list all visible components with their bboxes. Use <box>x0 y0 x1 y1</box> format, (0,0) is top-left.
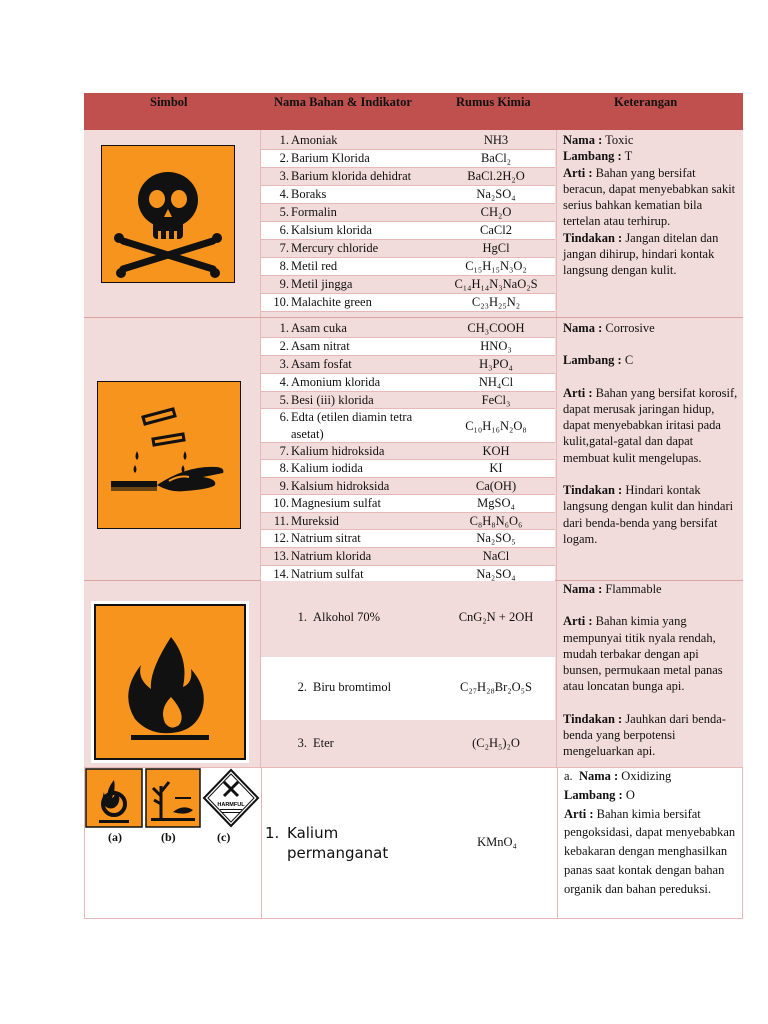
corrosive-arti: Bahan yang bersifat korosif, dapat merusak jaringan hidup, dapat menyebabkan iritasi pada kulit,gatal-gatal dan dapat membuat kulit mengelupas. <box>563 385 738 465</box>
oxidizing-formula: KMnO₄ <box>477 835 517 849</box>
corrosive-item: 14. Natrium sulfat Na₂SO₄ <box>261 566 555 584</box>
oxidizing-row <box>84 767 743 919</box>
flammable-nama: Flammable <box>605 582 662 596</box>
toxic-item: 10. Malachite green C₂₃H₂₅N₂ <box>261 294 555 312</box>
toxic-tindakan: Jangan ditelan dan jangan dihirup, hindari kontak langsung dengan kulit. <box>563 230 719 278</box>
toxic-item: 5. Formalin CH₂O <box>261 204 555 222</box>
header-formula: Rumus Kimia <box>456 95 531 109</box>
corrosive-item: 11. Mureksid C₈H₈N₆O₆ <box>261 513 555 530</box>
flame-over-circle-icon <box>85 768 143 828</box>
toxic-arti: Bahan yang bersifat beracun, dapat menyebabkan sakit serius bahkan kematian bila tertelan atau terhirup. <box>563 165 736 229</box>
corrosive-lambang: C <box>624 353 634 368</box>
corrosive-item: 6. Edta (etilen diamin tetra asetat) C₁₀H₁₆N₂O₈ <box>261 409 555 443</box>
oxidizing-symbol-b <box>145 768 201 828</box>
oxidizing-symbol-a <box>85 768 143 828</box>
flammable-row <box>84 581 743 768</box>
corrosive-symbol <box>97 381 241 529</box>
corrosive-item: 7. Kalium hidroksida KOH <box>261 443 555 460</box>
harmful-label: HARMFUL <box>217 802 245 808</box>
corrosive-nama: Corrosive <box>605 321 655 335</box>
toxic-symbol <box>101 145 235 283</box>
corrosive-row <box>84 318 743 581</box>
header-name: Nama Bahan & Indikator <box>274 95 412 109</box>
caption-b: (b) <box>161 830 176 844</box>
flammable-item-1: 1. Alkohol 70% CnG₂N + 2OH <box>297 610 534 624</box>
caption-c: (c) <box>217 830 231 844</box>
environment-hazard-icon <box>145 768 201 828</box>
flammable-item-2: 2. Biru bromtimol C₂₇H₂₈Br₂O₅S <box>297 680 532 694</box>
header-description: Keterangan <box>614 95 678 109</box>
corrosive-item: 5. Besi (iii) klorida FeCl₃ <box>261 392 555 409</box>
corrosive-item: 2. Asam nitrat HNO₃ <box>261 338 555 356</box>
corrosive-item: 9. Kalsium hidroksida Ca(OH) <box>261 478 555 495</box>
corrosive-item: 3. Asam fosfat H₃PO₄ <box>261 356 555 374</box>
oxidizing-symbol-c <box>202 768 260 828</box>
toxic-lambang: T <box>624 149 633 164</box>
corrosive-item: 1. Asam cuka CH₃COOH <box>261 320 555 338</box>
flammable-description: Nama : Flammable Arti : Bahan kimia yang mempunyai titik nyala rendah, mudah terbakar dengan api bunsen, permukaan metal panas atau loncatan bunga api. Tindakan : Jauhkan dari benda-benda yang berpotensi mengeluarkan api. <box>563 582 726 759</box>
toxic-item: 1. Amoniak NH3 <box>261 132 555 150</box>
corrosive-item: 13. Natrium klorida NaCl <box>261 548 555 566</box>
harmful-diamond-icon <box>202 768 260 828</box>
oxidizing-item: 1. Kalium permanganat <box>265 824 389 862</box>
caption-a: (a) <box>108 830 122 844</box>
flammable-arti: Bahan kimia yang mempunyai titik nyala rendah, mudah terbakar dengan api bunsen, permukaan metal panas atau loncatan bunga api. <box>563 614 723 694</box>
toxic-row <box>84 130 743 318</box>
flammable-item-3: 3. Eter (C₂H₅)₂O <box>297 736 520 750</box>
corrosive-tindakan: Hindari kontak langsung dengan kulit dan hindari dari benda-benda yang bersifat logam. <box>563 483 734 546</box>
flammable-symbol <box>91 601 249 763</box>
corrosive-item: 4. Amonium klorida NH₄Cl <box>261 374 555 392</box>
toxic-description: Nama : Toxic Lambang : T Arti : Bahan yang bersifat beracun, dapat menyebabkan sakit serius bahkan kematian bila tertelan atau terhirup. Tindakan : Jangan ditelan dan jangan dihirup, hindari kontak langsung dengan kulit. <box>563 133 736 278</box>
toxic-item: 7. Mercury chloride HgCl <box>261 240 555 258</box>
oxidizing-description: a. Nama : Oxidizing Lambang : O Arti : Bahan kimia bersifat pengoksidasi, dapat menyebabkan kebakaran dengan menghasilkan panas saat kontak dengan bahan organik dan bahan pereduksi. <box>564 769 736 896</box>
corrosive-description: Nama : Corrosive Lambang : C Arti : Bahan yang bersifat korosif, dapat merusak jaringan hidup, dapat menyebabkan iritasi pada kulit,gatal-gatal dan dapat membuat kulit mengelupas. Tindakan : Hindari kontak langsung dengan kulit dan hindari dari benda-benda yang bersifat logam. <box>563 321 738 546</box>
skull-crossbones-icon <box>101 145 235 283</box>
toxic-item: 9. Metil jingga C₁₄H₁₄N₃NaO₂S <box>261 276 555 294</box>
toxic-item: 2. Barium Klorida BaCl₂ <box>261 150 555 168</box>
hazard-table <box>84 93 744 919</box>
corrosive-item: 8. Kalium iodida KI <box>261 460 555 478</box>
oxidizing-nama: Oxidizing <box>621 769 672 783</box>
oxidizing-lambang: O <box>625 787 635 802</box>
flame-icon <box>91 601 249 763</box>
header-symbol: Simbol <box>150 95 188 109</box>
corrosive-icon <box>97 381 241 529</box>
toxic-nama: Toxic <box>605 133 634 147</box>
table-header <box>84 93 743 130</box>
toxic-item: 4. Boraks Na₂SO₄ <box>261 186 555 204</box>
corrosive-item: 10. Magnesium sulfat MgSO₄ <box>261 495 555 513</box>
flammable-tindakan: Jauhkan dari benda-benda yang berpotensi mengeluarkan api. <box>563 711 726 759</box>
toxic-item: 8. Metil red C₁₅H₁₅N₃O₂ <box>261 258 555 276</box>
toxic-item: 6. Kalsium klorida CaCl2 <box>261 222 555 240</box>
oxidizing-arti: Bahan kimia bersifat pengoksidasi, dapat menyebabkan kebakaran dengan menghasilkan panas saat kontak dengan bahan organik dan bahan pereduksi. <box>564 806 736 896</box>
corrosive-item: 12. Natrium sitrat Na₂SO₅ <box>261 530 555 548</box>
toxic-item: 3. Barium klorida dehidrat BaCl.2H₂O <box>261 168 555 186</box>
